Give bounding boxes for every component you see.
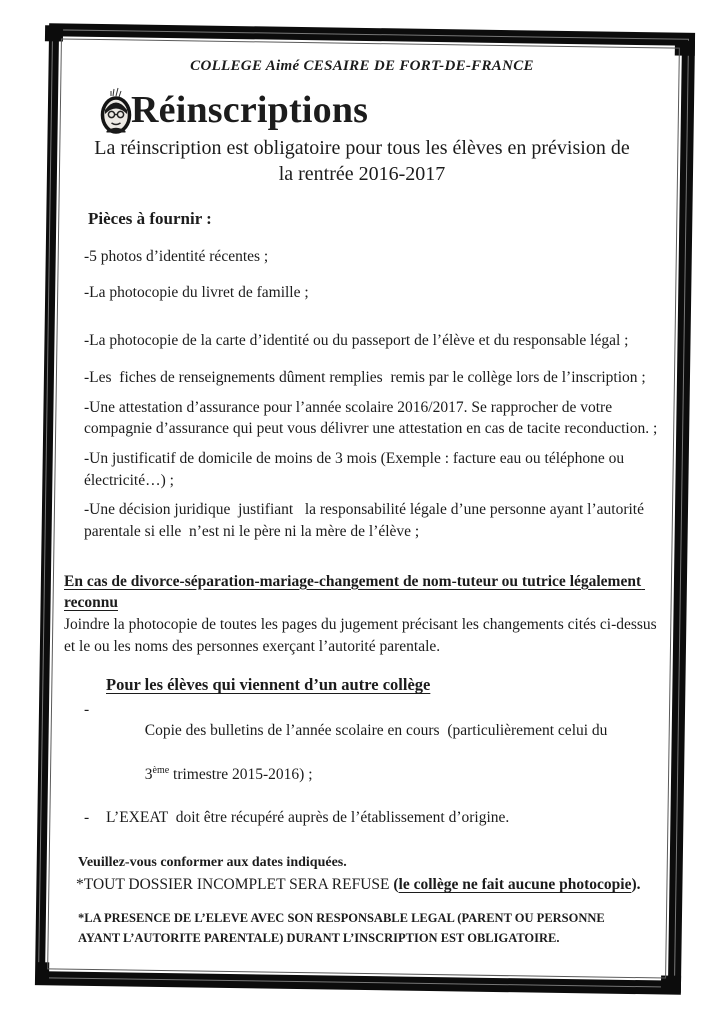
list-item [84,699,660,807]
subtitle-line-1: La réinscription est obligatoire pour tous les élèves en prévision de [94,137,630,159]
other-college-list [64,699,660,829]
title-row [98,87,660,135]
piece-item-livret: -La photocopie du livret de famille ; [84,284,309,302]
refuse-close-paren: ). [631,876,641,894]
dates-notice: Veuillez-vous conformer aux dates indiquées. [78,854,347,870]
presence-notice: *LA PRESENCE DE L’ELEVE AVEC SON RESPONSABLE LEGAL (PARENT OU PERSONNE AYANT L’AUTORITE PARENTALE) DURANT L’INSCRIPTION EST OBLIGATOIRE. [78,910,608,945]
document-content [64,44,660,948]
subtitle [64,135,660,187]
piece-item-assurance: -Une attestation d’assurance pour l’année scolaire 2016/2017. Se rapprocher de votre compagnie d’assurance qui peut vous délivrer une attestation en cas de tacite reconduction. ; [84,398,658,438]
piece-item-decision: -Une décision juridique justifiant la responsabilité légale d’une personne ayant l’autorité parentale si elle n’est ni le père ni la mère de l’élève ; [84,501,648,540]
frame-corner-bottom-right [661,975,681,992]
refuse-prefix: *TOUT DOSSIER INCOMPLET SERA REFUSE [76,876,394,894]
divorce-section-body: Joindre la photocopie de toutes les pages du jugement précisant les changements cités ci-dessus et le ou les noms des personnes exerçant l’autorité parentale. [64,616,661,655]
piece-item-fiches: -Les fiches de renseignements dûment remplies remis par le collège lors de l’inscription ; [84,368,646,386]
bulletins-line-1: Copie des bulletins de l’année scolaire en cours (particulièrement celui du [144,722,608,740]
page-title: Réinscriptions [131,89,369,132]
bulletins-trimestre-rest: trimestre 2015-2016) ; [169,765,313,783]
bulletins-trimestre-num: 3 [144,765,153,783]
piece-item-photos: -5 photos d’identité récentes ; [84,247,269,265]
school-name: COLLEGE Aimé CESAIRE DE FORT-DE-FRANCE [190,58,534,74]
pieces-heading: Pièces à fournir : [88,209,212,228]
list-item [84,807,660,829]
frame-corner-bottom-left [36,962,49,980]
piece-item-carte: -La photocopie de la carte d’identité ou du passeport de l’élève et du responsable légal ; [84,332,629,350]
refuse-open-paren: ( [393,876,399,894]
refuse-notice [76,874,660,896]
frame-corner-top-right [675,41,695,56]
portrait-stamp-icon [98,87,134,135]
frame-corner-top-left [45,25,63,41]
other-college-item-exeat: L’EXEAT doit être récupéré auprès de l’établissement d’origine. [106,808,510,826]
divorce-section-heading: En cas de divorce-séparation-mariage-changement de nom-tuteur ou tutrice légalement reconnu [64,572,646,612]
bullet-dash: - [84,700,90,718]
other-college-item-bulletins [106,699,660,807]
bulletins-trimestre-sup: ème [152,764,170,776]
refuse-underlined-text: le collège ne fait aucune photocopie [398,876,632,894]
bullet-dash: - [84,808,90,826]
other-college-heading: Pour les élèves qui viennent d’un autre collège [106,675,431,695]
subtitle-line-2: la rentrée 2016-2017 [278,163,446,185]
piece-item-domicile: -Un justificatif de domicile de moins de 3 mois (Exemple : facture eau ou téléphone ou électricité…) ; [84,449,629,489]
